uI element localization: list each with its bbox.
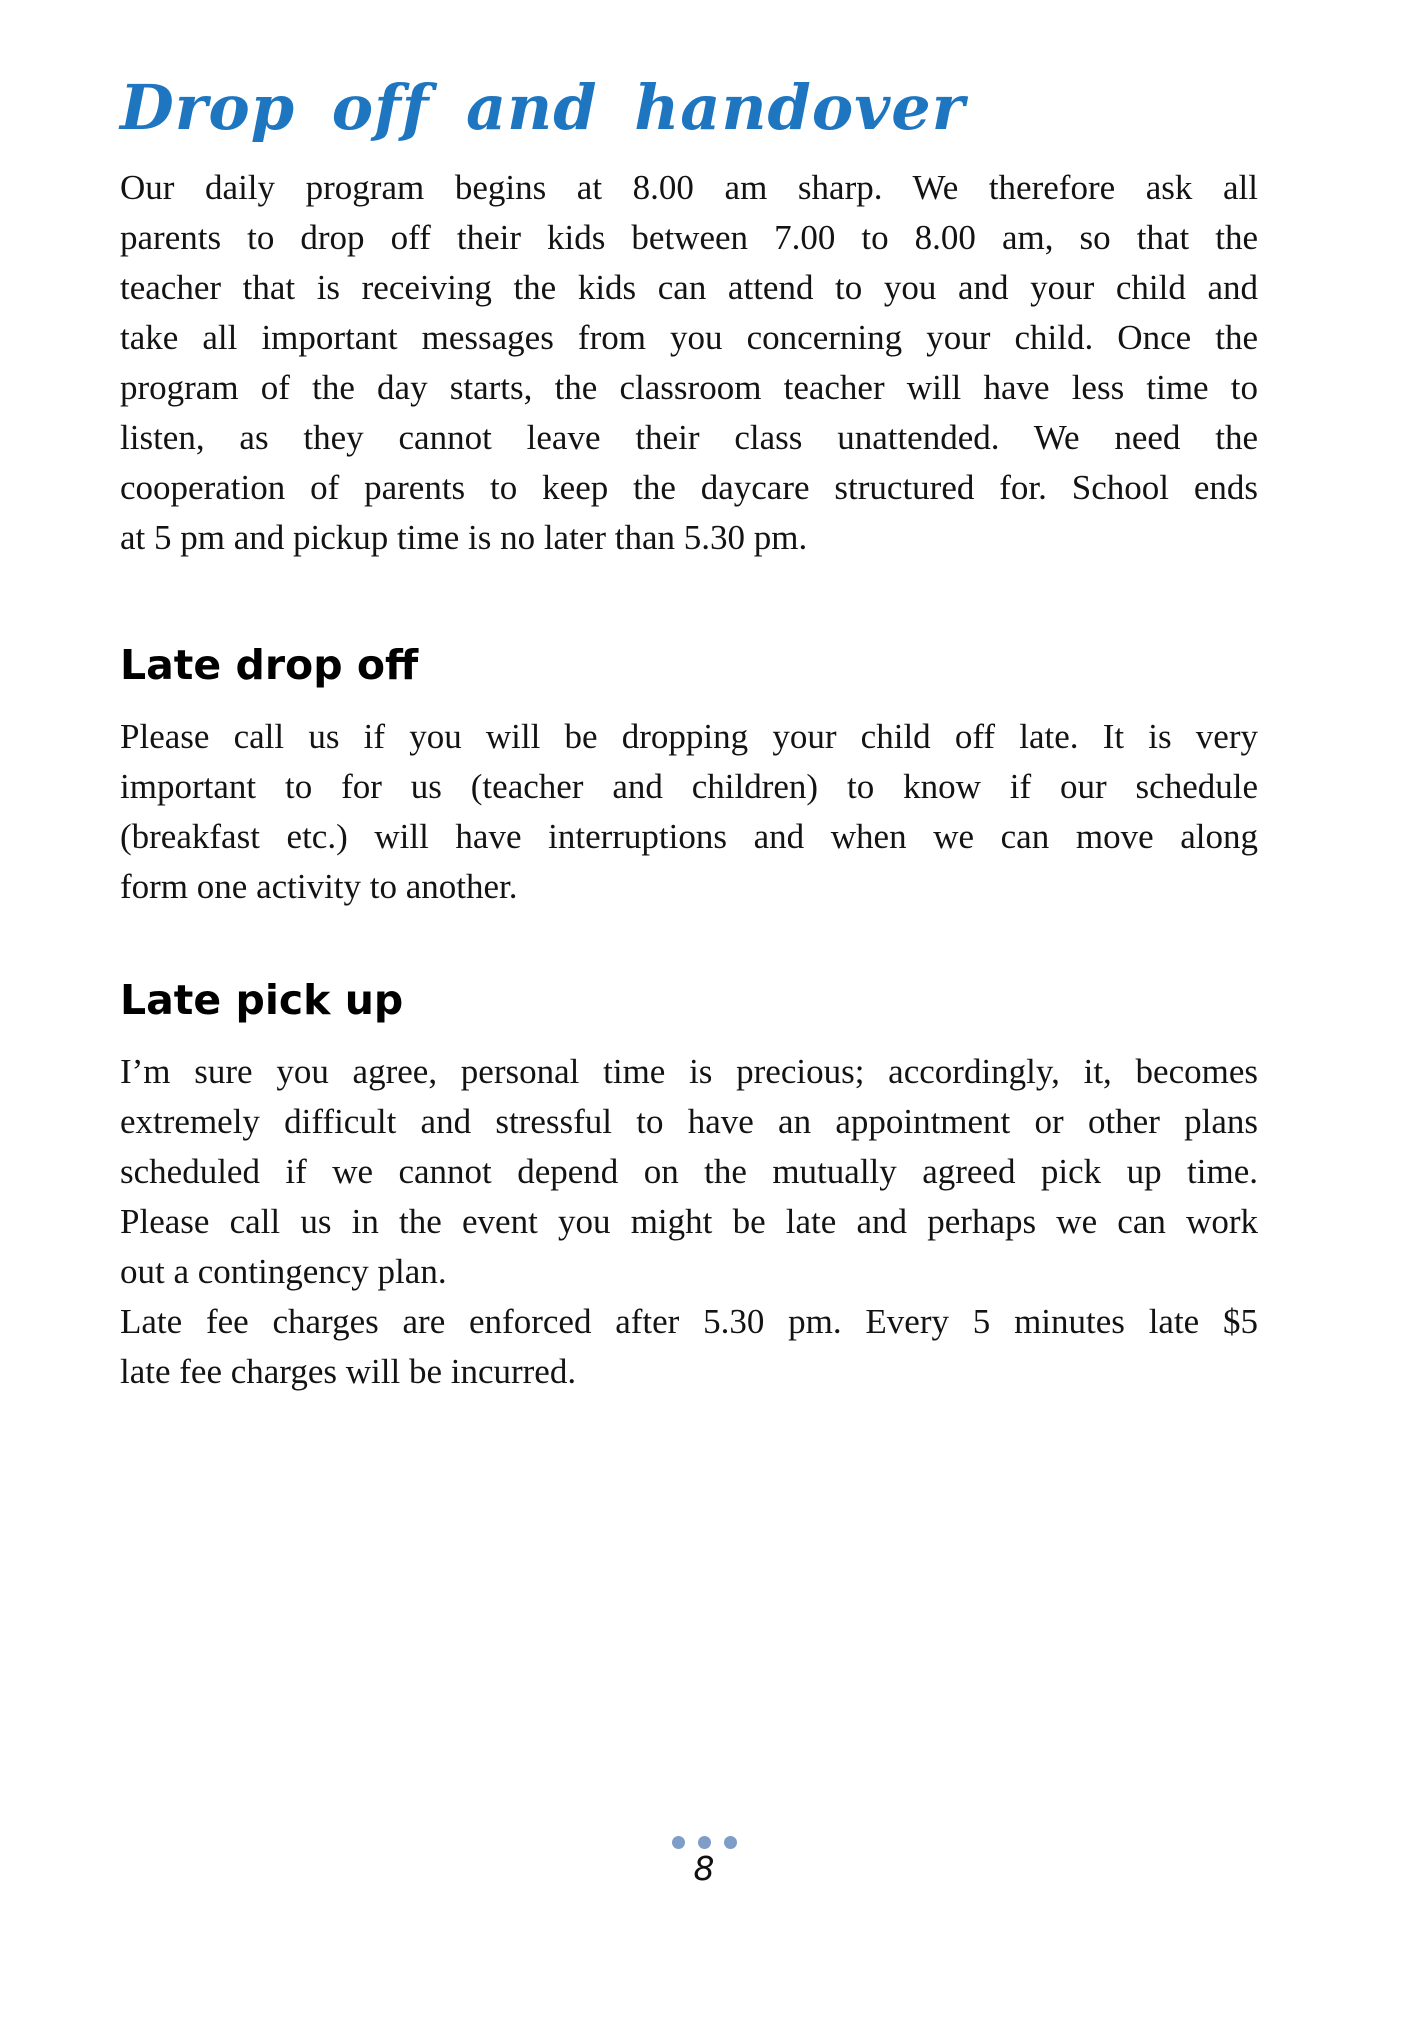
page-footer (0, 1836, 1408, 1887)
text-line: cooperation of parents to keep the daycare structured for. School ends (120, 468, 1258, 508)
text-line: at 5 pm and pickup time is no later than 5.30 pm. (120, 518, 808, 558)
text-line: teacher that is receiving the kids can attend to you and your child and (120, 268, 1258, 308)
text-line: late fee charges will be incurred. (120, 1352, 577, 1392)
text-line: scheduled if we cannot depend on the mutually agreed pick up time. (120, 1152, 1258, 1192)
page-number: 8 (693, 1849, 715, 1888)
text-line: out a contingency plan. (120, 1252, 447, 1292)
page-ornament-dot (672, 1836, 685, 1849)
late-drop-off-paragraph (120, 712, 1258, 912)
text-line: extremely difficult and stressful to have an appointment or other plans (120, 1102, 1258, 1142)
late-pick-up-paragraph-2 (120, 1297, 1258, 1397)
text-line: take all important messages from you concerning your child. Once the (120, 318, 1258, 358)
text-line: I’m sure you agree, personal time is precious; accordingly, it, becomes (120, 1052, 1258, 1092)
text-line: Our daily program begins at 8.00 am sharp. We therefore ask all (120, 168, 1258, 208)
text-line: program of the day starts, the classroom teacher will have less time to (120, 368, 1258, 408)
text-line: form one activity to another. (120, 867, 518, 907)
text-line: parents to drop off their kids between 7.00 to 8.00 am, so that the (120, 218, 1258, 258)
text-line: listen, as they cannot leave their class unattended. We need the (120, 418, 1258, 458)
intro-paragraph (120, 163, 1258, 563)
late-pick-up-paragraph-1 (120, 1047, 1258, 1297)
page-ornament-dot (698, 1836, 711, 1849)
page-content (120, 0, 1258, 1397)
section-heading-late-drop-off: Late drop off (120, 641, 419, 690)
text-line: Late fee charges are enforced after 5.30 pm. Every 5 minutes late $5 (120, 1302, 1258, 1342)
text-line: Please call us in the event you might be late and perhaps we can work (120, 1202, 1258, 1242)
text-line: Please call us if you will be dropping your child off late. It is very (120, 717, 1258, 757)
section-heading-late-pick-up: Late pick up (120, 976, 404, 1025)
page-title: Drop off and handover (120, 71, 966, 144)
text-line: (breakfast etc.) will have interruptions and when we can move along (120, 817, 1258, 857)
text-line: important to for us (teacher and children) to know if our schedule (120, 767, 1258, 807)
page-ornament-dot (724, 1836, 737, 1849)
page-ornament-dots (0, 1836, 1408, 1850)
